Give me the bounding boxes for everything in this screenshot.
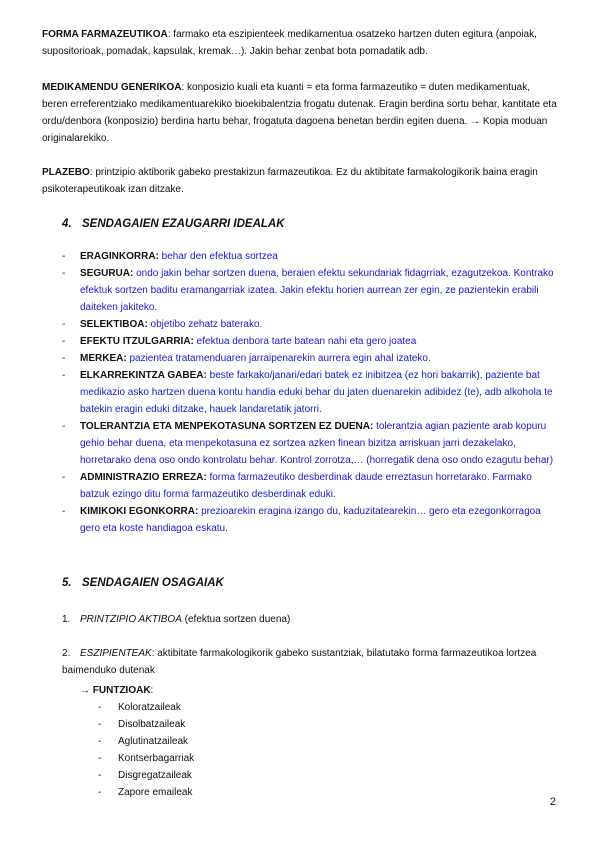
section-number: 4. bbox=[62, 218, 72, 230]
item-desc: forma farmazeutiko desberdinak daude erreztasun horretarako. Farmako batzuk ezingo ditu forma farmazeutiko desberdinak eduki. bbox=[80, 472, 532, 500]
definition-text: : farmako eta eszipienteek medikamentua osatzeko hartzen duten egitura (anpoiak, supositorioak, pomadak, kapsulak, kremak…). Jakin behar zenbat bota pomadatik adb. bbox=[42, 29, 537, 57]
item-term: SEGURUA: bbox=[80, 268, 134, 279]
item-number: 2. bbox=[62, 648, 71, 659]
list-item: - Koloratzaileak bbox=[98, 702, 181, 713]
item-term: ELKARREKINTZA GABEA: bbox=[80, 370, 207, 381]
list-item: - Disolbatzaileak bbox=[98, 719, 186, 730]
item-text: : aktibitate farmakologikorik gabeko sustantziak, bilatutako forma farmazeutikoa lortzea baimenduko dutenak bbox=[62, 648, 537, 676]
definition-text: : printzipio aktiborik gabeko prestakizun farmazeutikoa. Ez du aktibitate farmakologikorik baina eragin psikoterapeutikoak izan ditzake. bbox=[42, 167, 538, 195]
item-desc: objetibo zehatz baterako. bbox=[147, 319, 263, 330]
section-title: SENDAGAIEN EZAUGARRI IDEALAK bbox=[82, 218, 285, 230]
list-item: - EFEKTU ITZULGARRIA: efektua denbora tarte batean nahi eta gero joatea bbox=[62, 336, 417, 347]
definition-term: MEDIKAMENDU GENERIKOA bbox=[42, 82, 182, 93]
definition-plazebo bbox=[42, 164, 558, 198]
list-item: - ADMINISTRAZIO ERREZA: forma farmazeutiko desberdinak daude erreztasun horretarako. Farmako batzuk ezingo ditu forma farmazeutiko desberdinak eduki. bbox=[62, 472, 532, 500]
page-number: 2 bbox=[549, 796, 556, 808]
section-4-heading bbox=[62, 216, 285, 233]
function-name: Aglutinatzaileak bbox=[118, 736, 189, 747]
list-item: - SEGURUA: ondo jakin behar sortzen duena, beraien efektu sekundariak fidagrriak, ezagutzekoa. Kontrako efektuk sortzen baditu eramangarriak izatea. Jakin efektu horien aurrean zer egin, ze pazientekin erabili daiteken jakiteko. bbox=[62, 268, 554, 313]
item-term: EFEKTU ITZULGARRIA: bbox=[80, 336, 194, 347]
section-title: SENDAGAIEN OSAGAIAK bbox=[82, 577, 224, 589]
function-name: Koloratzaileak bbox=[118, 702, 181, 713]
item-desc: tolerantzia agian paziente arab kopuru gehio behar duena, eta menpekotasuna ez sortzea azken finean bizitza arriskuan jarri dezakelako, horretarako dena oso ondo kontrolatu behar. Kontrol zorrotza,… (horregatik dena oso ondo ezagutu behar) bbox=[80, 421, 554, 466]
function-name: Disolbatzaileak bbox=[118, 719, 186, 730]
list-item: - Disgregatzaileak bbox=[98, 770, 192, 781]
item-term: ADMINISTRAZIO ERREZA: bbox=[80, 472, 207, 483]
component-item-2 bbox=[62, 645, 562, 679]
definition-term: PLAZEBO bbox=[42, 167, 90, 178]
list-item: - Zapore emaileak bbox=[98, 787, 193, 798]
list-item: - TOLERANTZIA ETA MENPEKOTASUNA SORTZEN EZ DUENA: tolerantzia agian paziente arab kopuru gehio behar duena, eta menpekotasuna ez sortzea azken finean bizitza arriskuan jarri dezakelako, horretarako dena oso ondo kontrolatu behar. Kontrol zorrotza,… (horregatik dena oso ondo ezagutu behar) bbox=[62, 421, 554, 466]
functions-label bbox=[80, 682, 153, 699]
list-item: - KIMIKOKI EGONKORRA: prezioarekin eragina izango du, kaduzitatearekin… gero eta ezegonkorragoa gero eta koste handiagoa eskatu. bbox=[62, 506, 541, 534]
definition-term: FORMA FARMAZEUTIKOA bbox=[42, 29, 168, 40]
item-term: SELEKTIBOA: bbox=[80, 319, 148, 330]
function-name: Kontserbagarriak bbox=[118, 753, 195, 764]
functions-list bbox=[98, 699, 194, 801]
item-desc: prezioarekin eragina izango du, kaduzitatearekin… gero eta ezegonkorragoa gero eta koste handiagoa eskatu. bbox=[80, 506, 541, 534]
definition-forma-farmazeutikoa bbox=[42, 26, 558, 60]
item-desc: beste farkako/janari/edari batek ez inibitzea (ez hori bakarrik), paziente bat medikazio asko hartzen duena kontu handia eduki behar du jaten duenarekin adibidez (te), adb alkohola te batekin eragin eduki ditzake, hauek landaretatik jatorri. bbox=[80, 370, 553, 415]
definition-medikamendu-generikoa bbox=[42, 79, 558, 147]
item-term: KIMIKOKI EGONKORRA: bbox=[80, 506, 199, 517]
list-item: - SELEKTIBOA: objetibo zehatz baterako. bbox=[62, 319, 263, 330]
item-text: (efektua sortzen duena) bbox=[181, 614, 291, 625]
item-desc: ondo jakin behar sortzen duena, beraien efektu sekundariak fidagrriak, ezagutzekoa. Kontrako efektuk sortzen baditu eramangarriak izatea. Jakin efektu horien aurrean zer egin, ze pazientekin erabili daiteken jakiteko. bbox=[80, 268, 554, 313]
component-item-1 bbox=[62, 611, 562, 628]
item-desc: behar den efektua sortzea bbox=[158, 251, 278, 262]
item-term: TOLERANTZIA ETA MENPEKOTASUNA SORTZEN EZ DUENA: bbox=[80, 421, 374, 432]
list-item: - MERKEA: pazientea tratamenduaren jarraipenarekin aurrera egin ahal izateko. bbox=[62, 353, 431, 364]
function-name: Disgregatzaileak bbox=[118, 770, 192, 781]
item-term: MERKEA: bbox=[80, 353, 127, 364]
function-name: Zapore emaileak bbox=[118, 787, 193, 798]
ideal-properties-list bbox=[62, 248, 562, 537]
item-term: ERAGINKORRA: bbox=[80, 251, 159, 262]
item-number: 1. bbox=[62, 614, 71, 625]
item-desc: pazientea tratamenduaren jarraipenarekin aurrera egin ahal izateko. bbox=[126, 353, 431, 364]
list-item: - Kontserbagarriak bbox=[98, 753, 195, 764]
definition-text: : konposizio kuali eta kuanti = eta forma farmazeutiko = duten medikamentuak, beren erreferentziako medikamentuarekiko bioekibalentzia frogatu dutenak. Eragin berdina sortu behar, kantitate eta ordu/denbora (konposizio) berdina hartu behar, frogatuta dagoena benetan berdin egiten duena. → Kopia moduan originalarekiko. bbox=[42, 82, 557, 144]
section-5-heading bbox=[62, 575, 224, 592]
functions-label-text: → FUNTZIOAK bbox=[80, 685, 151, 696]
list-item: - ERAGINKORRA: behar den efektua sortzea bbox=[62, 251, 278, 262]
section-number: 5. bbox=[62, 577, 72, 589]
list-item: - ELKARREKINTZA GABEA: beste farkako/janari/edari batek ez inibitzea (ez hori bakarrik), paziente bat medikazio asko hartzen duena kontu handia eduki behar du jaten duenarekin adibidez (te), adb alkohola te batekin eragin eduki ditzake, hauek landaretatik jatorri. bbox=[62, 370, 553, 415]
list-item: - Aglutinatzaileak bbox=[98, 736, 189, 747]
functions-colon: : bbox=[150, 685, 154, 696]
item-term: PRINTZIPIO AKTIBOA bbox=[80, 614, 182, 625]
item-term: ESZIPIENTEAK bbox=[80, 648, 152, 659]
item-desc: efektua denbora tarte batean nahi eta gero joatea bbox=[193, 336, 417, 347]
